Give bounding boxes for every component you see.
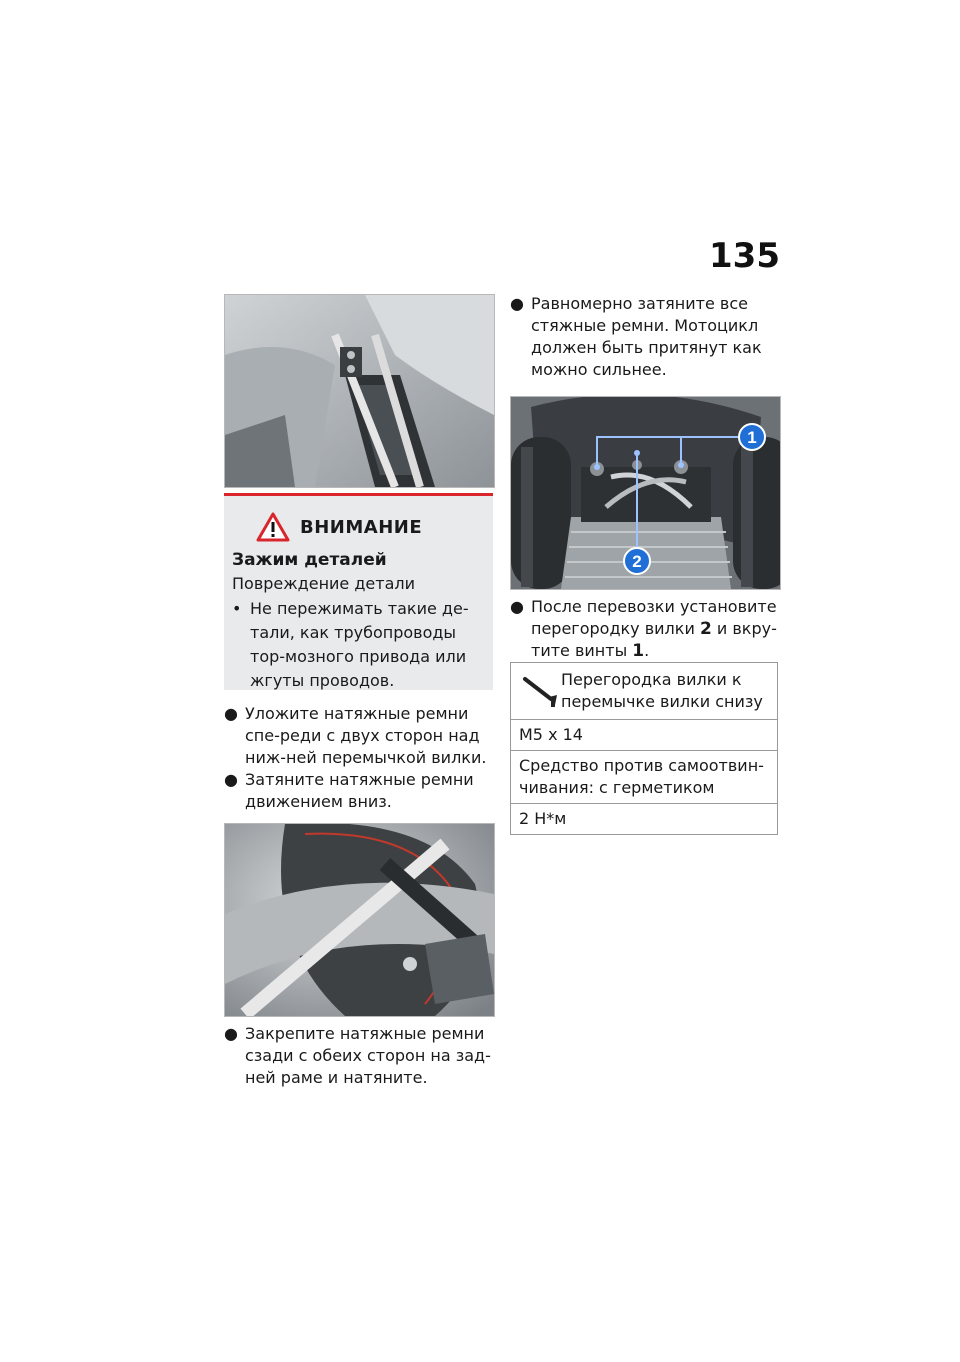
warning-bullet-text: Не пережимать такие де-тали, как трубопроводы тор-мозного привода или жгуты проводов. bbox=[250, 599, 469, 690]
callout-1-label: 1 bbox=[747, 428, 757, 447]
table-row: M5 x 14 bbox=[511, 720, 777, 751]
ref-1: 1 bbox=[632, 641, 645, 661]
callout-2-icon bbox=[624, 548, 650, 574]
list-item: ● После перевозки установите перегородку вилки 2 и вкру-тите винты 1. bbox=[510, 597, 777, 661]
page-number: 135 bbox=[709, 236, 780, 276]
warning-header bbox=[256, 512, 422, 542]
photo-rear-strap bbox=[224, 823, 495, 1017]
column2-bullets bbox=[510, 293, 782, 381]
photo-fork-brace bbox=[510, 396, 781, 590]
warning-subtitle: Зажим деталей bbox=[232, 550, 387, 570]
torque-spec-table bbox=[510, 662, 778, 835]
warning-title: ВНИМАНИЕ bbox=[300, 516, 423, 538]
callout-2-label: 2 bbox=[632, 552, 642, 571]
warning-triangle-icon bbox=[256, 512, 290, 542]
list-item: ● Равномерно затяните все стяжные ремни. Мотоцикл должен быть притянут как можно сильнее. bbox=[510, 294, 762, 379]
column1-bullets-after-photo bbox=[224, 1023, 496, 1089]
list-item: ● Уложите натяжные ремни спе-реди с двух сторон над ниж-ней перемычкой вилки. bbox=[224, 704, 487, 767]
photo-front-strap bbox=[224, 294, 495, 488]
spec-table-title: Перегородка вилки к перемычке вилки снизу bbox=[561, 670, 763, 711]
bullet-dot-icon: • bbox=[232, 599, 242, 618]
spec-table-header bbox=[511, 663, 777, 720]
callout-1-icon bbox=[739, 424, 765, 450]
column2-install-bullet bbox=[510, 596, 782, 662]
bullet-dot-icon: ● bbox=[510, 294, 524, 313]
table-row: Средство против самоотвин-чивания: с герметиком bbox=[511, 751, 777, 804]
warning-box bbox=[224, 493, 493, 690]
table-row: 2 Н*м bbox=[519, 809, 567, 828]
bullet-dot-icon: ● bbox=[224, 704, 238, 723]
bullet-dot-icon: ● bbox=[224, 1024, 238, 1043]
bullet-dot-icon: ● bbox=[510, 597, 524, 616]
list-item: ● Закрепите натяжные ремни сзади с обеих сторон на зад-ней раме и натяните. bbox=[224, 1024, 491, 1087]
warning-description: Повреждение детали bbox=[232, 574, 416, 593]
torque-wrench-icon bbox=[521, 673, 561, 709]
column1-bullets bbox=[224, 703, 496, 813]
warning-bullet bbox=[232, 597, 490, 693]
list-item: ● Затяните натяжные ремни движением вниз. bbox=[224, 770, 474, 811]
ref-2: 2 bbox=[699, 619, 712, 639]
bullet-dot-icon: ● bbox=[224, 770, 238, 789]
